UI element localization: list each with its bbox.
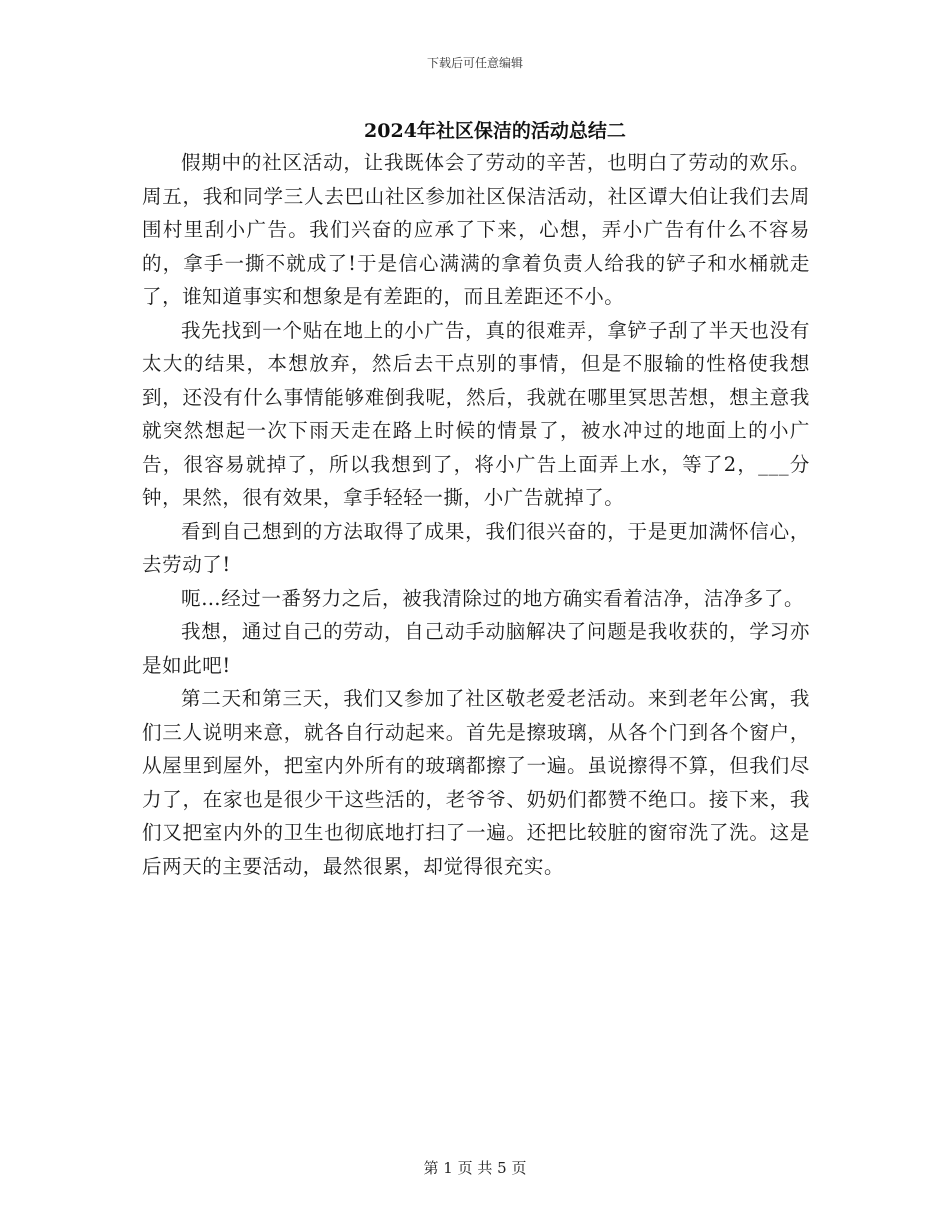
paragraph: 看到自己想到的方法取得了成果，我们很兴奋的，于是更加满怀信心，去劳动了! <box>142 519 810 576</box>
paragraph: 第二天和第三天，我们又参加了社区敬老爱老活动。来到老年公寓，我们三人说明来意，就各自行动起来。首先是擦玻璃，从各个门到各个窗户，从屋里到屋外，把室内外所有的玻璃都擦了一遍。虽说擦得不算，但我们尽力了，在家也是很少干这些活的，老爷爷、奶奶们都赞不绝口。接下来，我们又把室内外的卫生也彻底地打扫了一遍。还把比较脏的窗帘洗了洗。这是后两天的主要活动，最然很累，却觉得很充实。 <box>142 687 810 878</box>
document-title: 2024年社区保洁的活动总结二 <box>364 120 626 142</box>
document-body <box>142 146 810 883</box>
paragraph: 假期中的社区活动，让我既体会了劳动的辛苦，也明白了劳动的欢乐。周五，我和同学三人去巴山社区参加社区保洁活动，社区谭大伯让我们去周围村里刮小广告。我们兴奋的应承了下来，心想，弄小广告有什么不容易的，拿手一撕不就成了!于是信心满满的拿着负责人给我的铲子和水桶就走了，谁知道事实和想象是有差距的，而且差距还不小。 <box>142 151 810 308</box>
paragraph: 呃…经过一番努力之后，被我清除过的地方确实看着洁净，洁净多了。 <box>181 586 805 610</box>
paragraph: 我想，通过自己的劳动，自己动手动脑解决了问题是我收获的，学习亦是如此吧! <box>142 620 810 677</box>
paragraph: 我先找到一个贴在地上的小广告，真的很难弄，拿铲子刮了半天也没有太大的结果，本想放弃，然后去干点别的事情，但是不服输的性格使我想到，还没有什么事情能够难倒我呢，然后，我就在哪里冥思苦想，想主意我就突然想起一次下雨天走在路上时候的情景了，被水冲过的地面上的小广告，很容易就掉了，所以我想到了，将小广告上面弄上水，等了2，___分钟，果然，很有效果，拿手轻轻一撕，小广告就掉了。 <box>142 318 810 509</box>
page-number: 第 1 页 共 5 页 <box>423 1159 527 1177</box>
header-note: 下载后可任意编辑 <box>426 56 523 70</box>
